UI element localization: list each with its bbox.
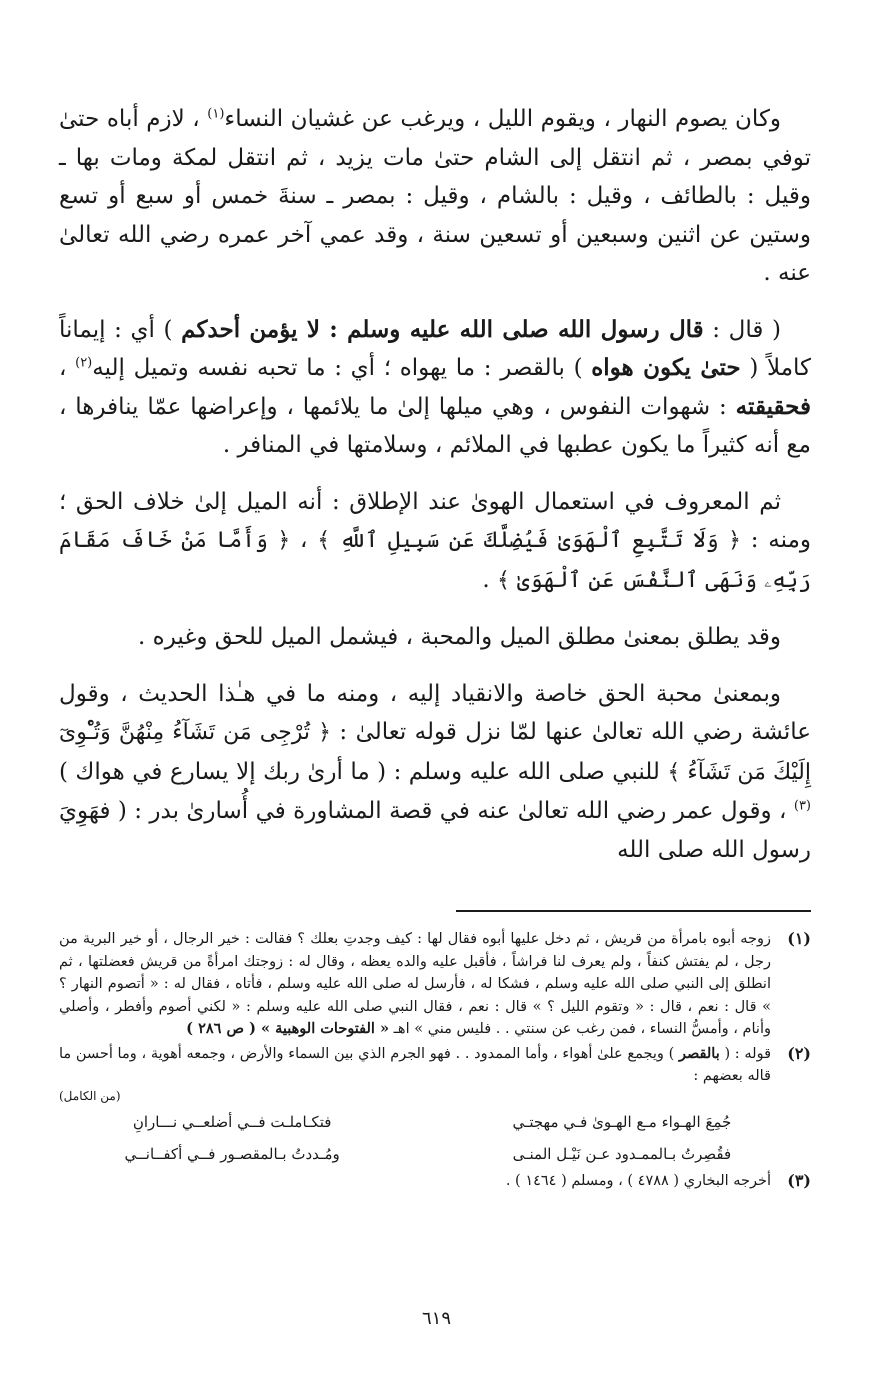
keyword: بالقصر: [678, 1044, 720, 1062]
paragraph-text: للنبي صلى الله عليه وسلم : ( ما أرىٰ ربك إلا يسارع في هواك ): [59, 758, 668, 785]
footnote-2: [59, 1043, 811, 1104]
verse-hemistich: جُمِعَ الهـواء مـع الهـوىٰ فـي مهجتـي: [512, 1112, 732, 1131]
poem-verse-1: [59, 1106, 811, 1138]
paragraph-text: ، لازم أباه حتىٰ توفي بمصر ، ثم انتقل إلى الشام حتىٰ مات يزيد ، ثم انتقل لمكة ومات بها ـ وقيل : بالطائف ، وقيل : بالشام ، وقيل : بمصر ـ سنةَ خمس أو سبع أو تسع وستين عن اثنين وسبعين أو تسعين سنة ، وقد عمي آخر عمره رضي الله تعالىٰ عنه .: [59, 106, 811, 286]
footnote-text: زوجه أبوه بامرأة من قريش ، ثم دخل عليها أبوه فقال لها : كيف وجدتِ بعلك ؟ فقالت : خير الرجال ، أو خير البرية من رجل ، لم يفتش كنفاً ، ولم يعرف لنا فراشاً ، فأقبل عليه والده يعظه ، وقال له : زوجتك امرأةً من قريش فعضلتها ، ثم انطلق إلى النبي صلى الله عليه وسلم ، فشكا له ، فأرسل له صلى الله عليه وسلم ، فأتاه ، فقال له : « أتصوم النهار ؟ » قال : نعم ، قال : « وتقوم الليل ؟ » قال : نعم ، فقال النبي صلى الله عليه وسلم : « لكني أصوم وأفطر ، وأصلي وأنام ، وأمسُّ النساء ، فمن رغب عن سنتي . . فليس مني » اهـ: [59, 931, 771, 1037]
hadith-text: حتىٰ يكون هواه: [591, 354, 741, 381]
footnote-body: [59, 1043, 771, 1104]
main-text: [59, 100, 811, 887]
poem-verse-2: [59, 1138, 811, 1170]
paragraph-text: ،: [59, 355, 76, 381]
paragraph-text: ( قال :: [703, 316, 781, 343]
verse-hemistich: فتكـاملـت فــي أضلعــي نـــارانِ: [132, 1112, 332, 1131]
verse-hemistich: فقُصِرتُ بـالممـدود عـن نَيْـل المنـى: [512, 1144, 732, 1163]
footnote-number: (٣): [787, 1170, 811, 1190]
footnote-1: [59, 928, 811, 1041]
paragraph-text: : شهوات النفوس ، وهي ميلها إلىٰ ما يلائمها ، وإعراضها عمّا ينافرها ، مع أنه كثيراً ما يكون عطبها في الملائم ، وسلامتها في المنافر .: [59, 393, 811, 458]
paragraph-text: وكان يصوم النهار ، ويقوم الليل ، ويرغب عن غشيان النساء: [224, 106, 781, 132]
quran-verse: ﴿ تُرْجِى مَن تَشَآءُ مِنْهُنَّ وَتُـْٔوِىٓ إِلَيْكَ مَن تَشَآءُ ﴾: [59, 720, 812, 785]
source-title: « الفتوحات الوهبية »: [261, 1020, 390, 1037]
footnote-ref-3[interactable]: (٣): [793, 798, 811, 814]
paragraph-1: [59, 100, 811, 293]
footnote-divider: [456, 910, 811, 912]
footnote-number: (١): [787, 929, 811, 948]
footnote-body: [59, 928, 771, 1041]
footnote-body: أخرجه البخاري ( ٤٧٨٨ ) ، ومسلم ( ١٤٦٤ ) .: [505, 1172, 771, 1189]
page-reference: ( ص ٢٨٦ ): [186, 1020, 262, 1037]
paragraph-3: [59, 483, 811, 601]
quran-verse: ﴿ وَلَا تَتَّبِعِ ٱلْهَوَىٰ فَيُضِلَّكَ عَن سَبِيلِ ٱللَّهِ ﴾: [317, 528, 741, 553]
paragraph-text: ، وقول عمر رضي الله تعالىٰ عنه في قصة المشاورة في أُسارىٰ بدر : ( فهَوِيَ رسول الله صلى الله: [59, 798, 811, 863]
paragraph-4: وقد يطلق بمعنىٰ مطلق الميل والمحبة ، فيشمل الميل للحق وغيره .: [138, 624, 781, 650]
hadith-text: قال رسول الله صلى الله عليه وسلم : لا يؤمن أحدكم: [181, 315, 704, 343]
paragraph-text: ،: [290, 527, 318, 553]
footnote-number: (٢): [787, 1043, 811, 1063]
footnote-ref-2[interactable]: (٢): [75, 355, 93, 371]
page-number: ٦١٩: [421, 1308, 451, 1329]
paragraph-text: ) بالقصر : ما يهواه ؛ أي : ما تحبه نفسه وتميل إليه: [92, 355, 592, 381]
paragraph-text: وبمعنىٰ محبة الحق خاصة والانقياد إليه ، ومنه ما في هـٰذا الحديث ، وقول عائشة رضي الله تعالىٰ عنها لمّا نزل قوله تعالىٰ :: [59, 680, 811, 745]
meter-label: (من الكامل): [59, 1088, 121, 1103]
paragraph-text: ) أي : إيماناً كاملاً (: [59, 316, 811, 381]
footnotes: [59, 928, 811, 1194]
paragraph-5: [59, 675, 811, 870]
paragraph-text: .: [482, 566, 497, 593]
quran-verse: ﴿ وَأَمَّا مَنْ خَافَ مَقَامَ رَبِّهِۦ وَنَهَى ٱلنَّفْسَ عَنِ ٱلْهَوَىٰ ﴾: [59, 528, 811, 593]
footnote-ref-1[interactable]: (١): [207, 106, 225, 122]
footnote-3: [59, 1170, 811, 1193]
paragraph-2: [59, 311, 811, 465]
keyword: فحقيقته: [735, 392, 811, 420]
footnote-text: ) ويجمع علىٰ أهواء ، وأما الممدود . . فهو الجرم الذي بين السماء والأرض ، وجمعه أهوية ، وما أحسن ما قاله بعضهم :: [59, 1045, 771, 1084]
paragraph-text: ثم المعروف في استعمال الهوىٰ عند الإطلاق : أنه الميل إلىٰ خلاف الحق ؛ ومنه :: [59, 488, 811, 553]
verse-hemistich: ومُـددتُ بـالمقصـور فــي أكفــانــي: [124, 1144, 340, 1163]
footnote-text: قوله : (: [719, 1045, 772, 1062]
